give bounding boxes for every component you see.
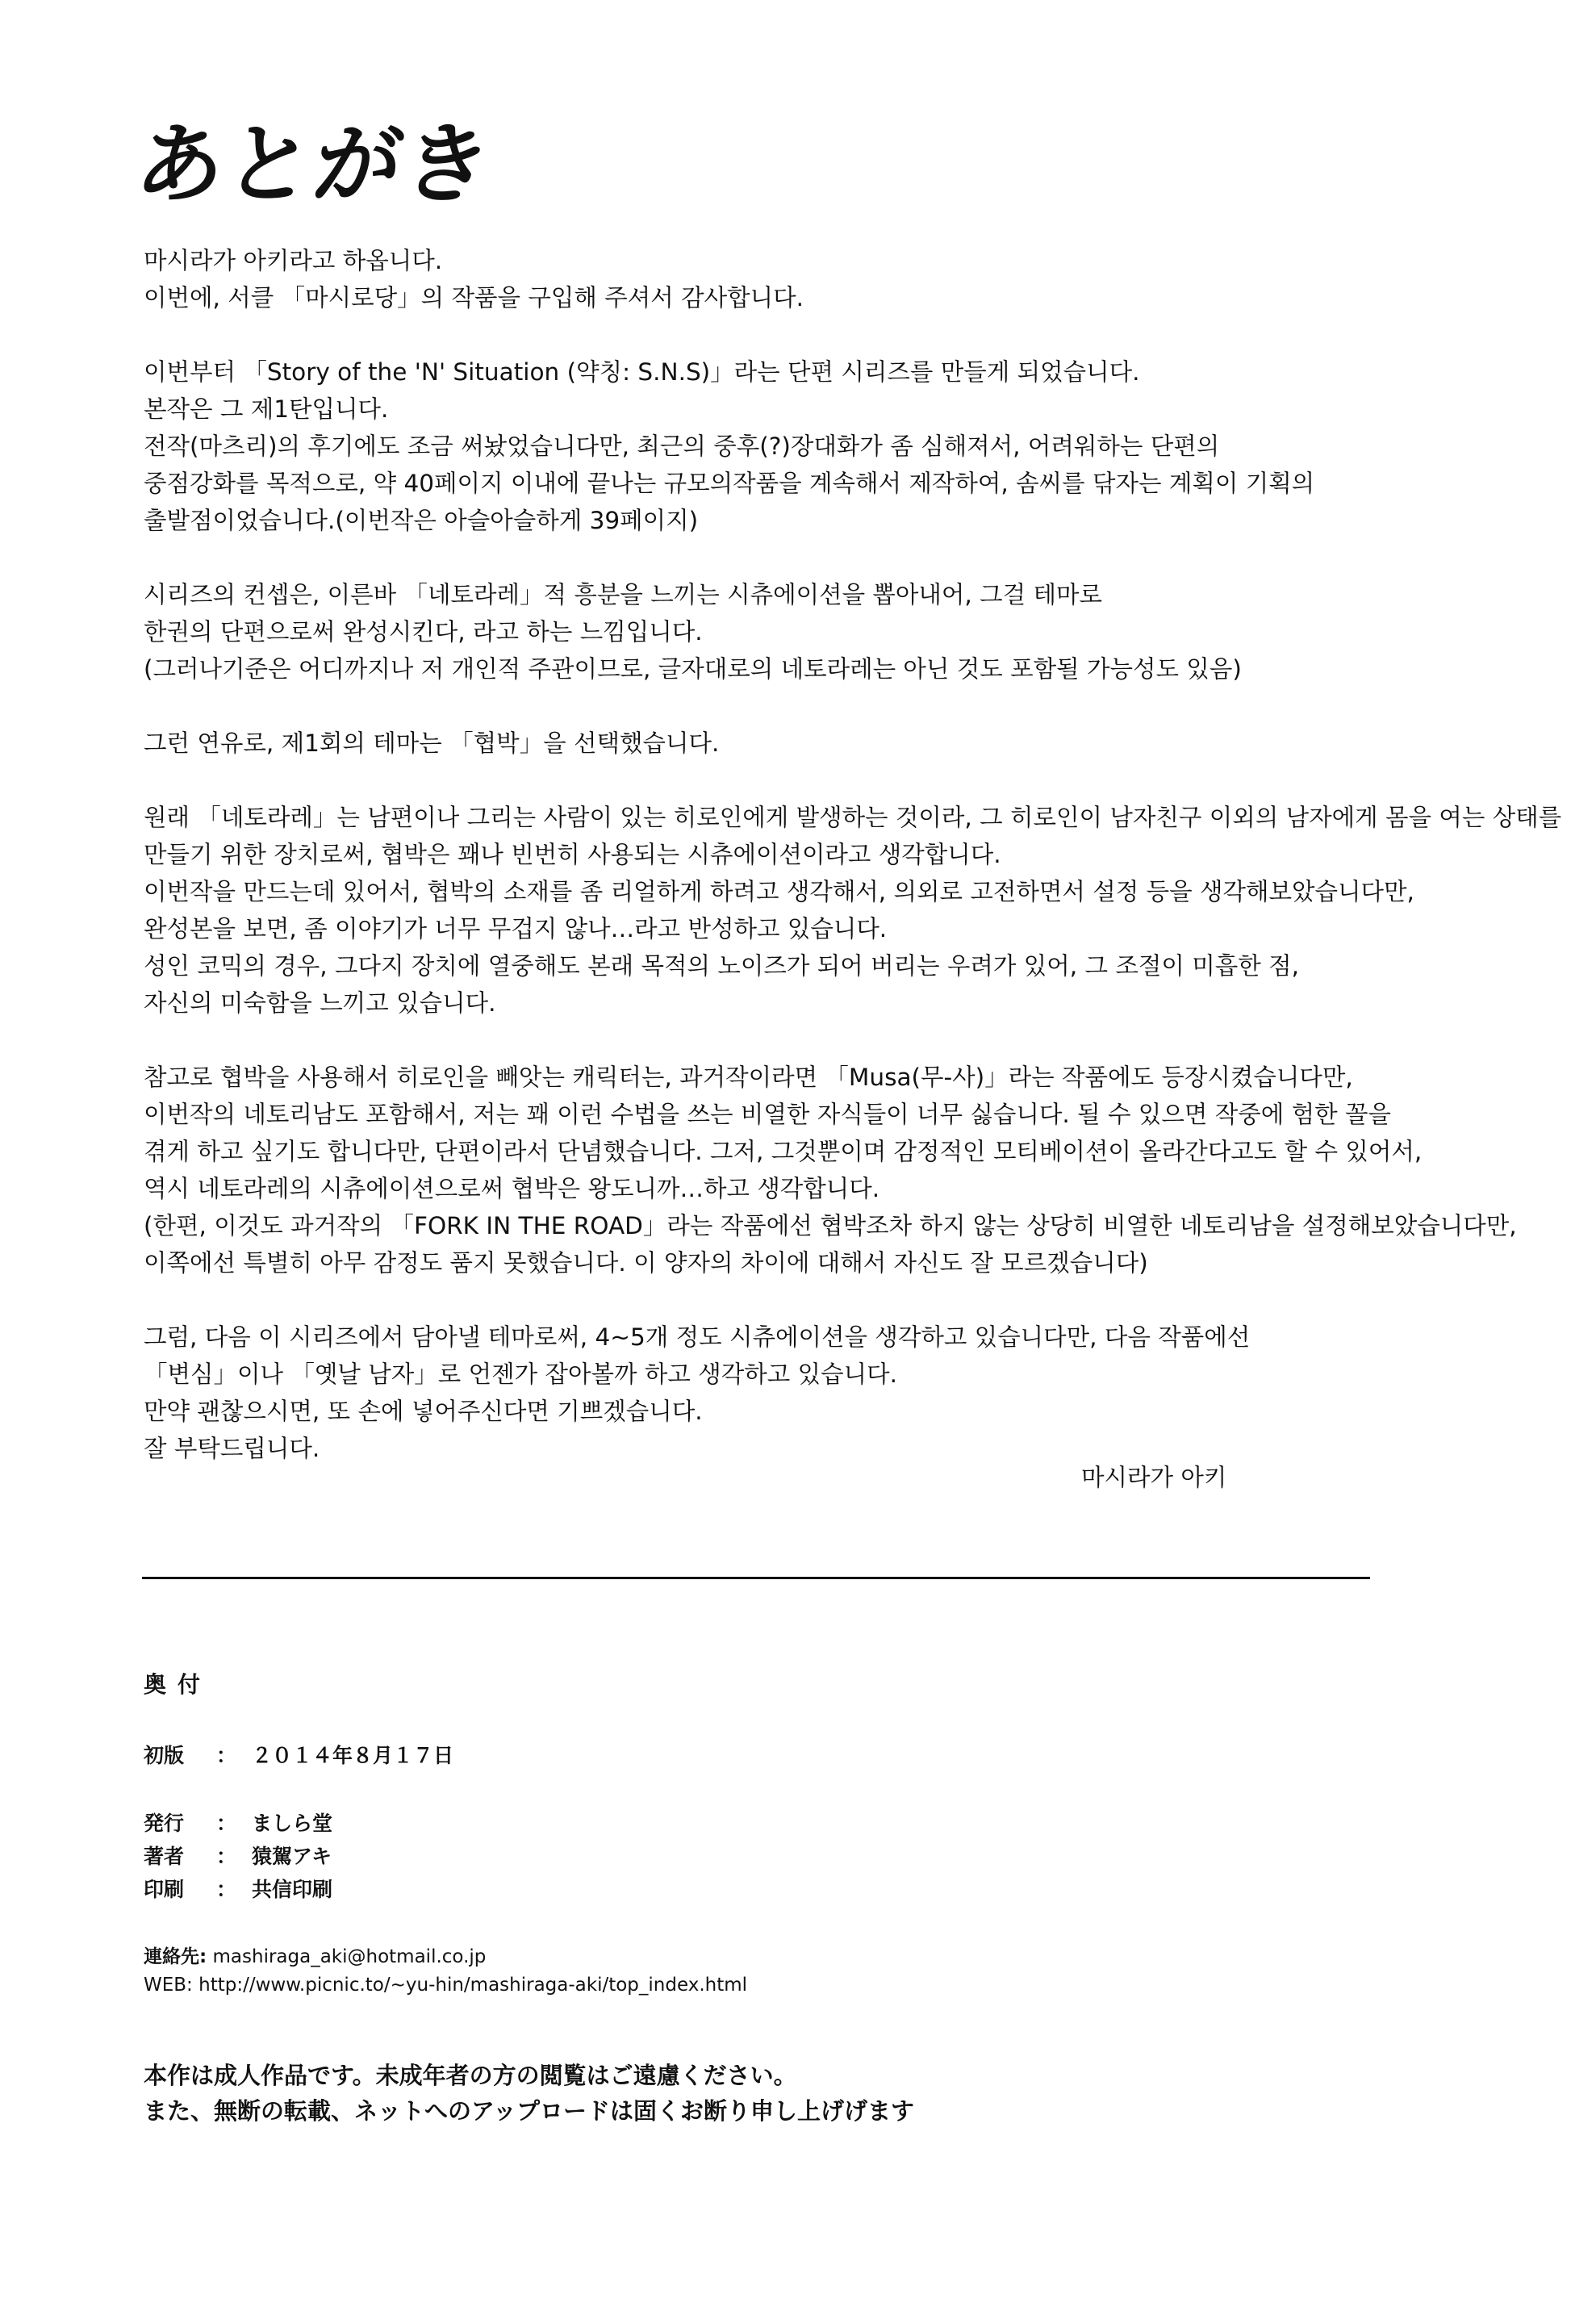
publisher-value: ましら堂 xyxy=(252,1812,333,1835)
afterword-paragraph xyxy=(144,1059,1580,1281)
afterword-line: 「변심」이나 「옛날 남자」로 언젠가 잡아볼까 하고 생각하고 있습니다. xyxy=(144,1361,897,1388)
afterword-line: 역시 네토라레의 시츄에이션으로써 협박은 왕도니까…하고 생각합니다. xyxy=(144,1175,880,1202)
afterword-line: 이번작의 네토리남도 포함해서, 저는 꽤 이런 수법을 쓰는 비열한 자식들이 너무 싫습니다. 될 수 있으면 작중에 험한 꼴을 xyxy=(144,1101,1392,1128)
contact-row xyxy=(144,1942,486,1968)
afterword-line: 이번에, 서클 「마시로당」의 작품을 구입해 주셔서 감사합니다. xyxy=(144,284,804,311)
afterword-line: 완성본을 보면, 좀 이야기가 너무 무겁지 않나…라고 반성하고 있습니다. xyxy=(144,915,888,943)
afterword-paragraph xyxy=(144,1319,1580,1467)
afterword-line: 참고로 협박을 사용해서 히로인을 빼앗는 캐릭터는, 과거작이라면 「Musa(무-사)」라는 작품에도 등장시켰습니다만, xyxy=(144,1064,1353,1091)
publisher-label: 発行 xyxy=(144,1812,185,1835)
adult-content-notice: 本作は成人作品です。未成年者の方の閲覧はご遠慮ください。 xyxy=(144,2062,797,2089)
printer-label: 印刷 xyxy=(144,1878,185,1901)
publisher-row xyxy=(144,1808,332,1837)
edition-row xyxy=(144,1740,453,1769)
web-label: WEB: xyxy=(144,1975,193,1996)
author-row xyxy=(144,1841,332,1870)
signature: 마시라가 아키 xyxy=(1081,1464,1227,1491)
author-label: 著者 xyxy=(144,1845,185,1868)
afterword-paragraph xyxy=(144,725,1580,762)
web-url[interactable]: http://www.picnic.to/~yu-hin/mashiraga-aki/top_index.html xyxy=(192,1975,748,1996)
afterword-paragraph xyxy=(144,799,1580,1022)
afterword-line: 만약 괜찮으시면, 또 손에 넣어주신다면 기쁘겠습니다. xyxy=(144,1398,703,1425)
afterword-line: (그러나기준은 어디까지나 저 개인적 주관이므로, 글자대로의 네토라레는 아닌 것도 포함될 가능성도 있음) xyxy=(144,655,1242,683)
afterword-line: 시리즈의 컨셉은, 이른바 「네토라레」적 흥분을 느끼는 시츄에이션을 뽑아내어, 그걸 테마로 xyxy=(144,581,1103,608)
edition-separator: ： xyxy=(216,1744,237,1767)
afterword-line: 이번부터 「Story of the 'N' Situation (약칭: S.N.S)」라는 단편 시리즈를 만들게 되었습니다. xyxy=(144,358,1140,386)
afterword-line: 그럼, 다음 이 시리즈에서 담아낼 테마로써, 4~5개 정도 시츄에이션을 생각하고 있습니다만, 다음 작품에선 xyxy=(144,1323,1251,1351)
afterword-line: 그런 연유로, 제1회의 테마는 「협박」을 선택했습니다. xyxy=(144,729,720,757)
web-row xyxy=(144,1975,747,1996)
publisher-separator: ： xyxy=(216,1812,237,1835)
afterword-line: 자신의 미숙함을 느끼고 있습니다. xyxy=(144,989,496,1017)
afterword-paragraph xyxy=(144,242,1580,316)
afterword-title: あとがき xyxy=(130,114,499,215)
afterword-line: 출발점이었습니다.(이번작은 아슬아슬하게 39페이지) xyxy=(144,507,699,534)
afterword-paragraph xyxy=(144,576,1580,688)
author-separator: ： xyxy=(216,1845,237,1868)
afterword-line: 만들기 위한 장치로써, 협박은 꽤나 빈번히 사용되는 시츄에이션이라고 생각합니다. xyxy=(144,841,1001,868)
afterword-line: 성인 코믹의 경우, 그다지 장치에 열중해도 본래 목적의 노이즈가 되어 버리는 우려가 있어, 그 조절이 미흡한 점, xyxy=(144,952,1300,980)
afterword-line: 한권의 단편으로써 완성시킨다, 라고 하는 느낌입니다. xyxy=(144,618,703,646)
printer-row xyxy=(144,1874,332,1903)
colophon-title: 奥付 xyxy=(144,1671,212,1698)
afterword-line: 중점강화를 목적으로, 약 40페이지 이내에 끝나는 규모의작품을 계속해서 제작하여, 솜씨를 닦자는 계획이 기획의 xyxy=(144,470,1315,497)
afterword-line: 이쪽에선 특별히 아무 감정도 품지 못했습니다. 이 양자의 차이에 대해서 자신도 잘 모르겠습니다) xyxy=(144,1249,1148,1277)
afterword-line: 본작은 그 제1탄입니다. xyxy=(144,395,389,423)
section-divider xyxy=(142,1577,1370,1579)
edition-date: ２０１４年８月１７日 xyxy=(252,1744,454,1767)
afterword-line: 이번작을 만드는데 있어서, 협박의 소재를 좀 리얼하게 하려고 생각해서, 의외로 고전하면서 설정 등을 생각해보았습니다만, xyxy=(144,878,1414,905)
edition-label: 初版 xyxy=(144,1744,185,1767)
afterword-body xyxy=(144,242,1580,1504)
afterword-paragraph xyxy=(144,353,1580,539)
contact-label: 連絡先: xyxy=(144,1946,207,1967)
afterword-line: 마시라가 아키라고 하옵니다. xyxy=(144,247,443,274)
afterword-line: (한편, 이것도 과거작의 「FORK IN THE ROAD」라는 작품에선 협박조차 하지 않는 상당히 비열한 네토리남을 설정해보았습니다만, xyxy=(144,1212,1517,1239)
afterword-line: 전작(마츠리)의 후기에도 조금 써놨었습니다만, 최근의 중후(?)장대화가 좀 심해져서, 어려워하는 단편의 xyxy=(144,433,1220,460)
afterword-line: 원래 「네토라레」는 남편이나 그리는 사람이 있는 히로인에게 발생하는 것이라, 그 히로인이 남자친구 이외의 남자에게 몸을 여는 상태를 xyxy=(144,804,1562,831)
printer-separator: ： xyxy=(216,1878,237,1901)
contact-email[interactable]: mashiraga_aki@hotmail.co.jp xyxy=(207,1946,487,1967)
afterword-line: 잘 부탁드립니다. xyxy=(144,1435,320,1462)
redistribution-notice: また、無断の転載、ネットへのアップロードは固くお断り申し上げげます xyxy=(144,2097,914,2125)
afterword-line: 겪게 하고 싶기도 합니다만, 단편이라서 단념했습니다. 그저, 그것뿐이며 감정적인 모티베이션이 올라간다고도 할 수 있어서, xyxy=(144,1138,1423,1165)
author-value: 猿駕アキ xyxy=(252,1845,332,1868)
printer-value: 共信印刷 xyxy=(252,1878,333,1901)
